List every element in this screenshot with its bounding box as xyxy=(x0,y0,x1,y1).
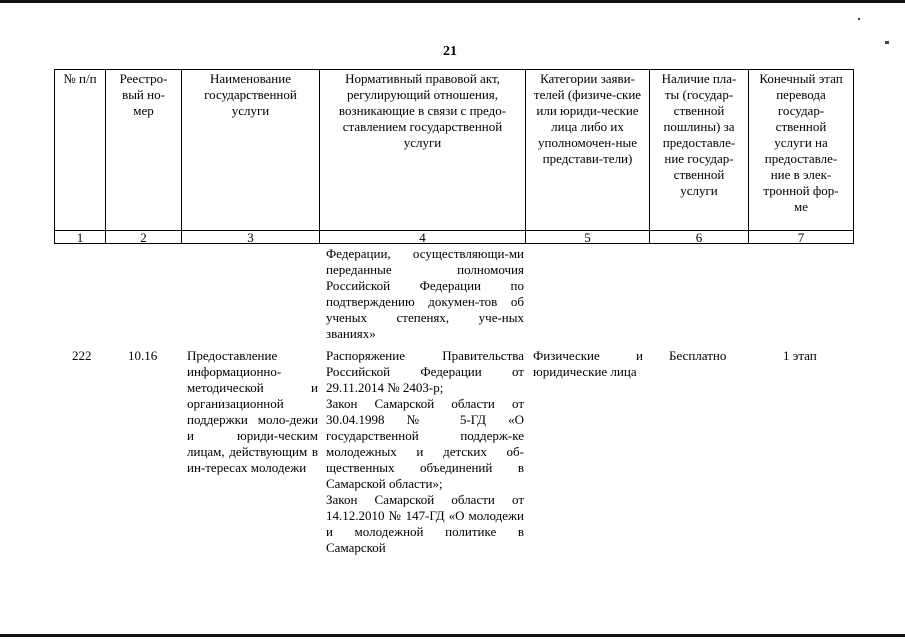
column-number: 6 xyxy=(650,230,749,244)
scan-speck xyxy=(885,41,889,44)
column-number: 3 xyxy=(182,230,320,244)
fee-status: Бесплатно xyxy=(669,348,727,363)
column-number: 4 xyxy=(320,230,526,244)
legal-act: Закон Самарской области от 14.12.2010 № 147-ГД «О молодежи и молодежной политике в Самарской xyxy=(326,492,524,555)
legal-act: Закон Самарской области от 30.04.1998 № 5-ГД «О государственной поддерж-ке молодежных и детских об-щественных объединений в Самарской области»; xyxy=(326,396,524,491)
column-number: 5 xyxy=(526,230,650,244)
scan-speck xyxy=(858,18,860,20)
page-number: 21 xyxy=(443,44,457,59)
header-col-3: Наименование государственной услуги xyxy=(182,70,320,230)
bottom-border xyxy=(0,634,905,637)
top-border xyxy=(0,0,905,3)
column-number: 7 xyxy=(749,230,854,244)
header-col-7: Конечный этап перевода государ-ственной услуги на предоставле-ние в элек-тронной фор-ме xyxy=(749,70,854,230)
applicant-category: Физические и юридические лица xyxy=(533,348,643,379)
header-col-4: Нормативный правовой акт, регулирующий отношения, возникающие в связи с предо-ставлением государственной услуги xyxy=(320,70,526,230)
column-number: 2 xyxy=(106,230,182,244)
continuation-text: Федерации, осуществляющи-ми переданные полномочия Российской Федерации по подтверждению докумен-тов об ученых степенях, уче-ных званиях» xyxy=(326,246,524,341)
legal-act: Распоряжение Правительства Российской Федерации от 29.11.2014 № 2403-р; xyxy=(326,348,524,395)
service-name: Предоставление информационно-методической и организационной поддержки моло-дежи и юриди-ческим лицам, действующим в ин-тересах молодежи xyxy=(187,348,318,475)
registry-number: 10.16 xyxy=(128,348,158,363)
row-number: 222 xyxy=(72,348,92,363)
electronic-stage: 1 этап xyxy=(783,348,817,363)
column-number: 1 xyxy=(54,230,106,244)
header-col-1: № п/п xyxy=(54,70,106,230)
header-col-5: Категории заяви-телей (физиче-ские или юриди-ческие лица либо их уполномочен-ные представи-тели) xyxy=(526,70,650,230)
legal-acts xyxy=(326,348,524,556)
header-col-2: Реестро-вый но-мер xyxy=(106,70,182,230)
header-col-6: Наличие пла-ты (государ-ственной пошлины) за предоставле-ние государ-ственной услуги xyxy=(650,70,749,230)
